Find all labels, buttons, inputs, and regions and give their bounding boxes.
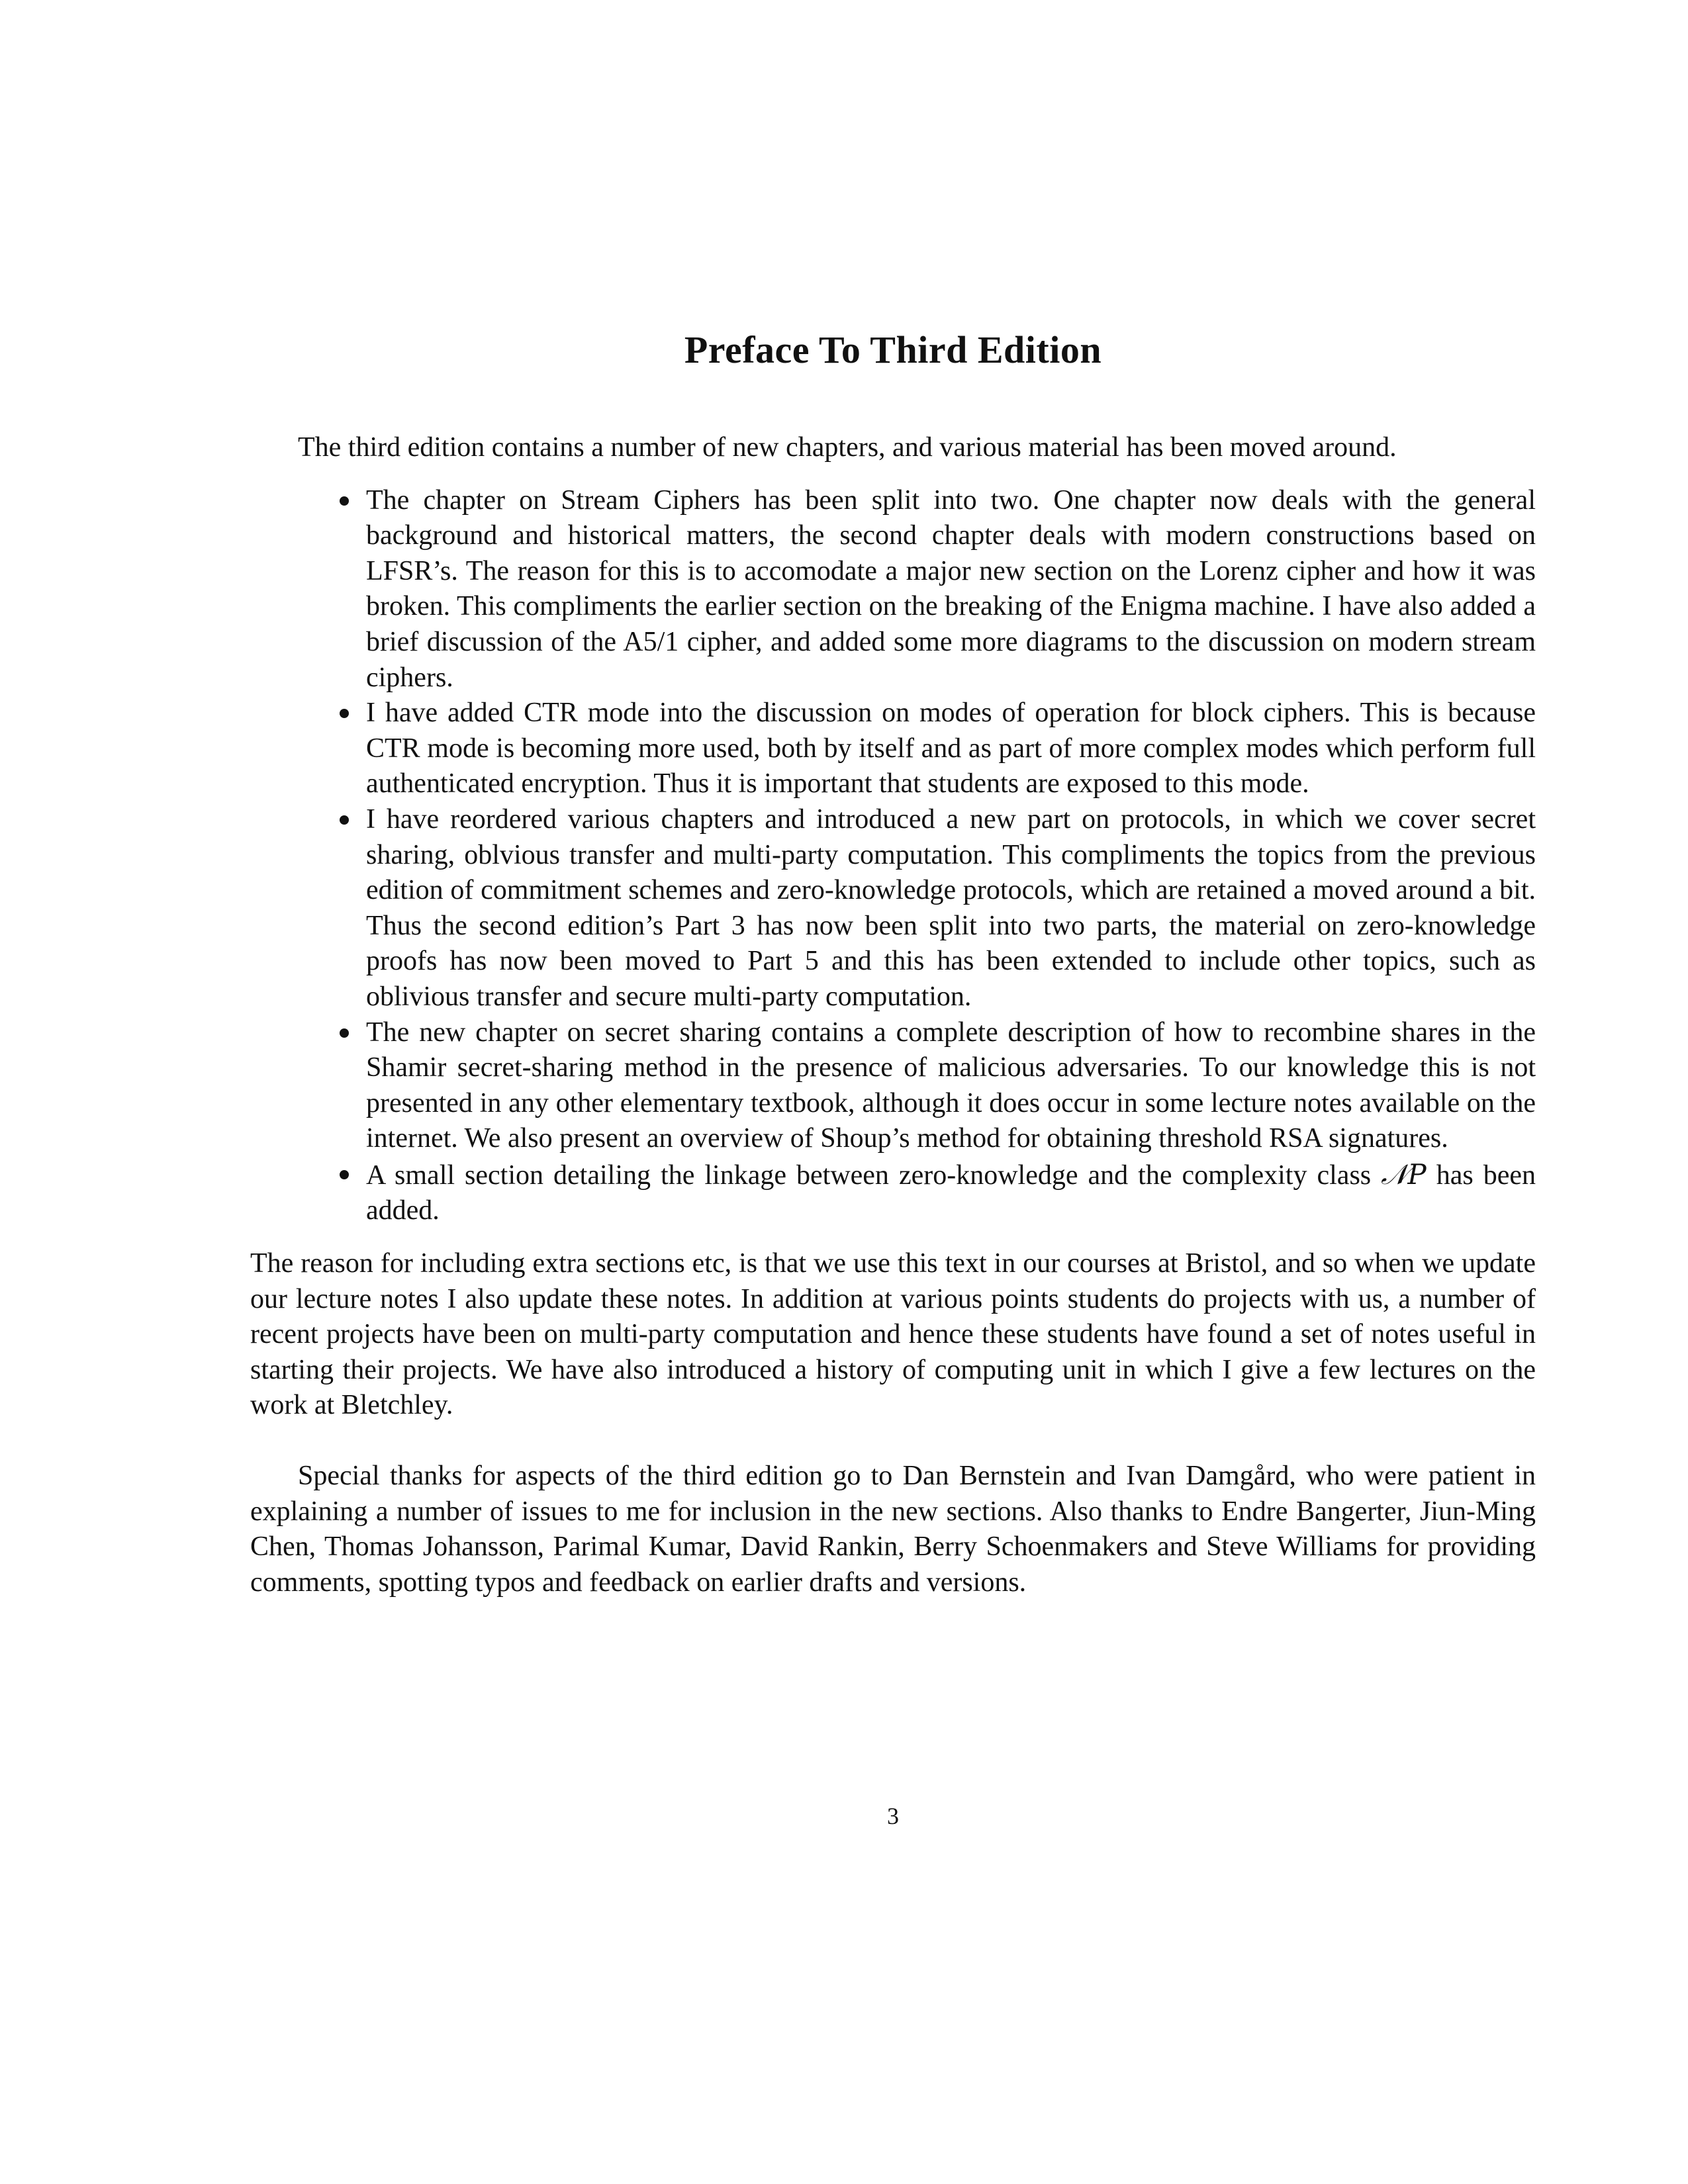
bullet-icon xyxy=(340,815,349,825)
list-item-text-end: has been added. xyxy=(366,1160,1536,1226)
list-item xyxy=(366,1157,1536,1229)
paragraph-spacer xyxy=(250,1424,1536,1459)
bullet-icon xyxy=(340,709,349,718)
change-list xyxy=(250,483,1536,1229)
intro-paragraph: The third edition contains a number of new chapters, and various material has been moved around. xyxy=(298,432,1397,463)
paragraph-courses: The reason for including extra sections etc, is that we use this text in our courses at Bristol, and so when we update our lecture notes I also update these notes. In addition at various points students do projects with us, a number of recent projects have been on multi-party computation and hence these students have found a set of notes useful in starting their projects. We have also introduced a history of computing unit in which I give a few lectures on the work at Bletchley. xyxy=(250,1248,1536,1421)
list-item-text: The chapter on Stream Ciphers has been split into two. One chapter now deals with the general background and historical matters, the second chapter deals with modern constructions based on LFSR’s. The reason for this is to accomodate a major new section on the Lorenz cipher and how it was broken. This compliments the earlier section on the breaking of the Enigma machine. I have also added a brief discussion of the A5/1 cipher, and added some more diagrams to the discussion on modern stream ciphers. xyxy=(366,484,1536,693)
list-item-text: The new chapter on secret sharing contains a complete description of how to recombine shares in the Shamir secret-sharing method in the presence of malicious adversaries. To our knowledge this is not presented in any other elementary textbook, although it does occur in some lecture notes available on the internet. We also present an overview of Shoup’s method for obtaining threshold RSA signatures. xyxy=(366,1017,1536,1154)
page-number: 3 xyxy=(887,1803,899,1829)
bullet-icon xyxy=(340,1028,349,1038)
page-title: Preface To Third Edition xyxy=(684,328,1102,371)
paragraph-thanks: Special thanks for aspects of the third edition go to Dan Bernstein and Ivan Damgård, who were patient in explaining a number of issues to me for inclusion in the new sections. Also thanks to Endre Bangerter, Jiun-Ming Chen, Thomas Johansson, Parimal Kumar, David Rankin, Berry Schoenmakers and Steve Williams for providing comments, spotting typos and feedback on earlier drafts and versions. xyxy=(250,1461,1536,1598)
list-item-text: I have reordered various chapters and introduced a new part on protocols, in which we cover secret sharing, oblvious transfer and multi-party computation. This compliments the topics from the previous edition of commitment schemes and zero-knowledge protocols, which are retained a moved around a bit. Thus the second edition’s Part 3 has now been split into two parts, the material on zero-knowledge proofs has now been moved to Part 5 and this has been extended to include other topics, such as oblivious transfer and secure multi-party computation. xyxy=(366,803,1536,1012)
list-item xyxy=(366,696,1536,802)
complexity-class-symbol: 𝒩P xyxy=(1381,1158,1427,1191)
list-item xyxy=(366,1015,1536,1157)
list-item xyxy=(366,802,1536,1015)
list-item-text: I have added CTR mode into the discussion on modes of operation for block ciphers. This is because CTR mode is becoming more used, both by itself and as part of more complex modes which perform full authenticated encryption. Thus it is important that students are exposed to this mode. xyxy=(366,698,1536,799)
document-page xyxy=(250,0,1536,2184)
list-item xyxy=(366,483,1536,696)
body-text xyxy=(250,430,1536,1600)
list-item-text-start: A small section detailing the linkage between zero-knowledge and the complexity class xyxy=(366,1160,1382,1191)
bullet-icon xyxy=(340,1170,349,1179)
bullet-icon xyxy=(340,496,349,506)
